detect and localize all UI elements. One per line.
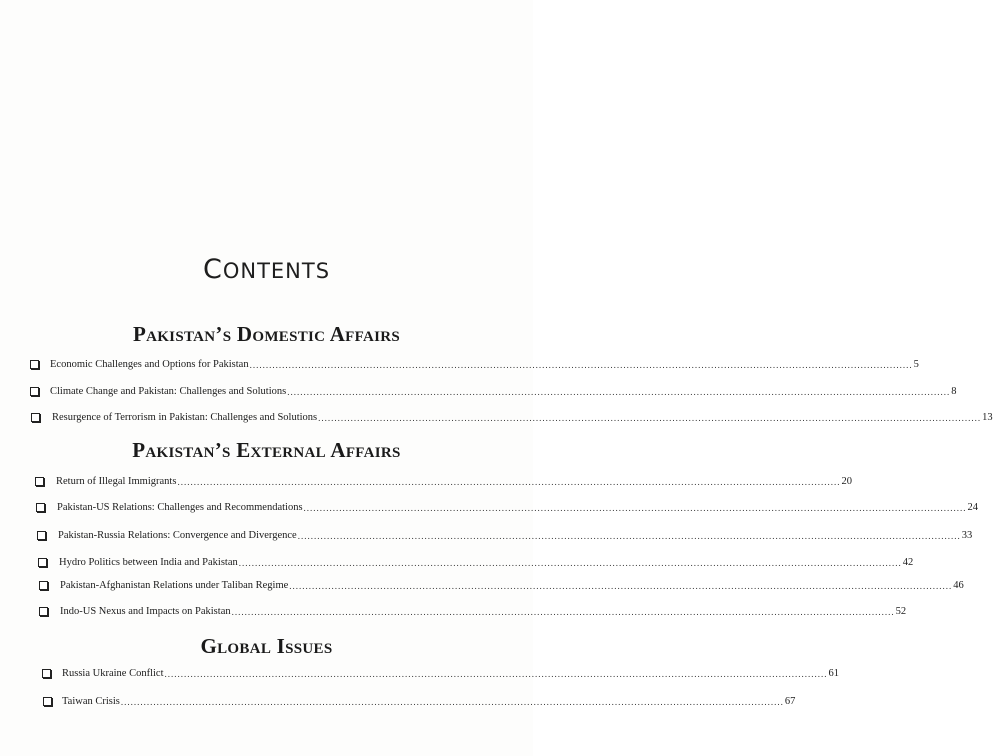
title-rest: ONTENTS [222, 259, 331, 283]
toc-entry-page: 67 [784, 696, 796, 707]
toc-entry-page: 8 [951, 386, 957, 397]
toc-entry-page: 42 [902, 557, 914, 568]
toc-entry-page: 24 [967, 502, 979, 513]
toc-entry[interactable] [60, 602, 907, 618]
checkbox-icon [39, 581, 48, 590]
title-initial: C [202, 254, 223, 285]
toc-entry-page: 61 [828, 668, 839, 679]
toc-entry-title: Pakistan-Afghanistan Relations under Taliban Regime [60, 580, 289, 591]
toc-entry-title: Taiwan Crisis [62, 696, 120, 707]
checkbox-icon [43, 697, 52, 706]
toc-entry-title: Pakistan-Russia Relations: Convergence and Divergence [58, 530, 297, 541]
toc-entry-page: 46 [953, 580, 964, 591]
checkbox-icon [35, 477, 44, 486]
leader-dots: ............................................................................................................................................................................................................ [318, 413, 982, 423]
checkbox-icon [30, 387, 39, 396]
toc-entry[interactable] [62, 692, 796, 708]
toc-entry-title: Russia Ukraine Conflict [62, 668, 164, 679]
toc-entry[interactable] [59, 553, 914, 569]
checkbox-icon [42, 669, 51, 678]
toc-entry[interactable] [58, 526, 973, 542]
leader-dots: ............................................................................................................................................................................................................ [120, 697, 784, 707]
section-heading-domestic: Pakistan’s Domestic Affairs [132, 322, 401, 346]
toc-entry-title: Hydro Politics between India and Pakistan [59, 557, 238, 568]
checkbox-icon [37, 531, 46, 540]
toc-entry-title: Return of Illegal Immigrants [56, 476, 177, 487]
leader-dots: ............................................................................................................................................................................................................ [231, 607, 895, 617]
toc-entry[interactable] [50, 382, 957, 398]
checkbox-icon [31, 413, 40, 422]
leader-dots: ............................................................................................................................................................................................................ [289, 581, 953, 591]
toc-entry-title: Pakistan-US Relations: Challenges and Recommendations [57, 502, 303, 513]
toc-entry[interactable] [60, 576, 964, 592]
section-heading-global: Global Issues [200, 634, 333, 658]
checkbox-icon [38, 558, 47, 567]
checkbox-icon [30, 360, 39, 369]
toc-entry-title: Resurgence of Terrorism in Pakistan: Challenges and Solutions [52, 412, 318, 423]
leader-dots: ............................................................................................................................................................................................................ [238, 558, 902, 568]
leader-dots: ............................................................................................................................................................................................................ [287, 387, 951, 397]
leader-dots: ............................................................................................................................................................................................................ [249, 360, 913, 370]
toc-entry-page: 13 [982, 412, 993, 423]
leader-dots: ............................................................................................................................................................................................................ [297, 531, 961, 541]
toc-entry[interactable] [52, 408, 993, 424]
toc-entry-title: Indo-US Nexus and Impacts on Pakistan [60, 606, 231, 617]
leader-dots: ............................................................................................................................................................................................................ [164, 669, 828, 679]
toc-entry[interactable] [50, 355, 919, 371]
section-heading-external: Pakistan’s External Affairs [132, 438, 401, 462]
leader-dots: ............................................................................................................................................................................................................ [177, 477, 841, 487]
toc-entry-page: 33 [961, 530, 973, 541]
toc-entry[interactable] [56, 472, 852, 488]
leader-dots: ............................................................................................................................................................................................................ [303, 503, 967, 513]
contents-title [0, 254, 533, 285]
toc-entry-page: 20 [841, 476, 852, 487]
toc-entry-title: Climate Change and Pakistan: Challenges and Solutions [50, 386, 287, 397]
toc-entry-title: Economic Challenges and Options for Pakistan [50, 359, 249, 370]
toc-entry-page: 5 [913, 359, 919, 370]
checkbox-icon [39, 607, 48, 616]
toc-entry[interactable] [57, 498, 979, 514]
toc-entry-page: 52 [895, 606, 907, 617]
toc-entry[interactable] [62, 664, 839, 680]
checkbox-icon [36, 503, 45, 512]
